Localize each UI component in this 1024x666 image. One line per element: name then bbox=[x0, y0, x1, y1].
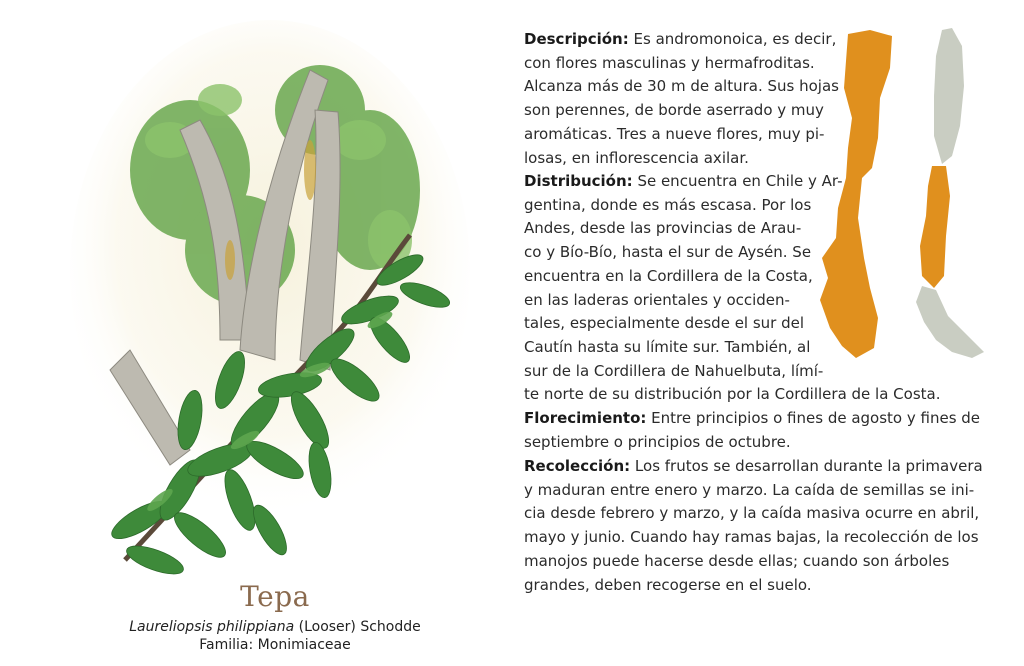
section-distribucion bbox=[524, 170, 941, 407]
distribucion-line: te norte de su distribución por la Cordillera de la Costa. bbox=[524, 385, 941, 404]
recoleccion-line: y maduran entre enero y marzo. La caída de semillas se ini- bbox=[524, 480, 975, 499]
species-common-name: Tepa bbox=[240, 580, 310, 613]
chile-map bbox=[912, 26, 988, 362]
florecimiento-line: septiembre o principios de octubre. bbox=[524, 432, 791, 451]
recoleccion-line: cia desde febrero y marzo, y la caída masiva ocurre en abril, bbox=[524, 504, 980, 523]
scientific-author: (Looser) Schodde bbox=[294, 619, 421, 635]
distribucion-line: gentina, donde es más escasa. Por los bbox=[524, 195, 812, 214]
recoleccion-line: mayo y junio. Cuando hay ramas bajas, la recolección de los bbox=[524, 528, 979, 547]
distribucion-line: en las laderas orientales y occiden- bbox=[524, 290, 790, 309]
descripcion-line: Alcanza más de 30 m de altura. Sus hojas bbox=[524, 77, 839, 96]
species-family: Familia: Monimiaceae bbox=[199, 637, 351, 653]
chile-range-region bbox=[920, 166, 950, 288]
recoleccion-line: grandes, deben recogerse en el suelo. bbox=[524, 575, 812, 594]
distribucion-line: encuentra en la Cordillera de la Costa, bbox=[524, 266, 813, 285]
chile-north-region bbox=[934, 28, 964, 164]
section-descripcion bbox=[524, 28, 840, 170]
distribution-range-map bbox=[818, 28, 898, 360]
descripcion-line: con flores masculinas y hermafroditas. bbox=[524, 53, 815, 72]
distribucion-line: tales, especialmente desde el sur del bbox=[524, 314, 805, 333]
distribucion-line: Se encuentra en Chile y Ar- bbox=[632, 172, 843, 190]
heading-descripcion: Descripción: bbox=[524, 30, 629, 48]
descripcion-line: aromáticas. Tres a nueve flores, muy pi- bbox=[524, 124, 825, 143]
section-florecimiento bbox=[524, 407, 981, 454]
florecimiento-line: Entre principios o fines de agosto y fines de bbox=[646, 409, 981, 427]
recoleccion-line: Los frutos se desarrollan durante la primavera bbox=[630, 457, 983, 475]
distribucion-line: Cautín hasta su límite sur. También, al bbox=[524, 337, 811, 356]
distribucion-line: Andes, desde las provincias de Arau- bbox=[524, 219, 802, 238]
heading-distribucion: Distribución: bbox=[524, 172, 633, 190]
scientific-binomial: Laureliopsis philippiana bbox=[129, 619, 295, 635]
heading-recoleccion: Recolección: bbox=[524, 457, 631, 475]
species-scientific-name bbox=[110, 619, 440, 635]
distribucion-line: sur de la Cordillera de Nahuelbuta, límí- bbox=[524, 361, 824, 380]
descripcion-line: losas, en inflorescencia axilar. bbox=[524, 148, 749, 167]
recoleccion-line: manojos puede hacerse desde ellas; cuando son árboles bbox=[524, 551, 950, 570]
heading-florecimiento: Florecimiento: bbox=[524, 409, 647, 427]
section-recoleccion bbox=[524, 455, 981, 597]
chile-south-region bbox=[916, 286, 984, 358]
descripcion-line: Es andromonoica, es decir, bbox=[628, 30, 837, 48]
tepa-illustration bbox=[70, 20, 490, 590]
range-area bbox=[820, 30, 892, 358]
descripcion-line: son perennes, de borde aserrado y muy bbox=[524, 101, 824, 120]
distribucion-line: co y Bío-Bío, hasta el sur de Aysén. Se bbox=[524, 243, 812, 262]
